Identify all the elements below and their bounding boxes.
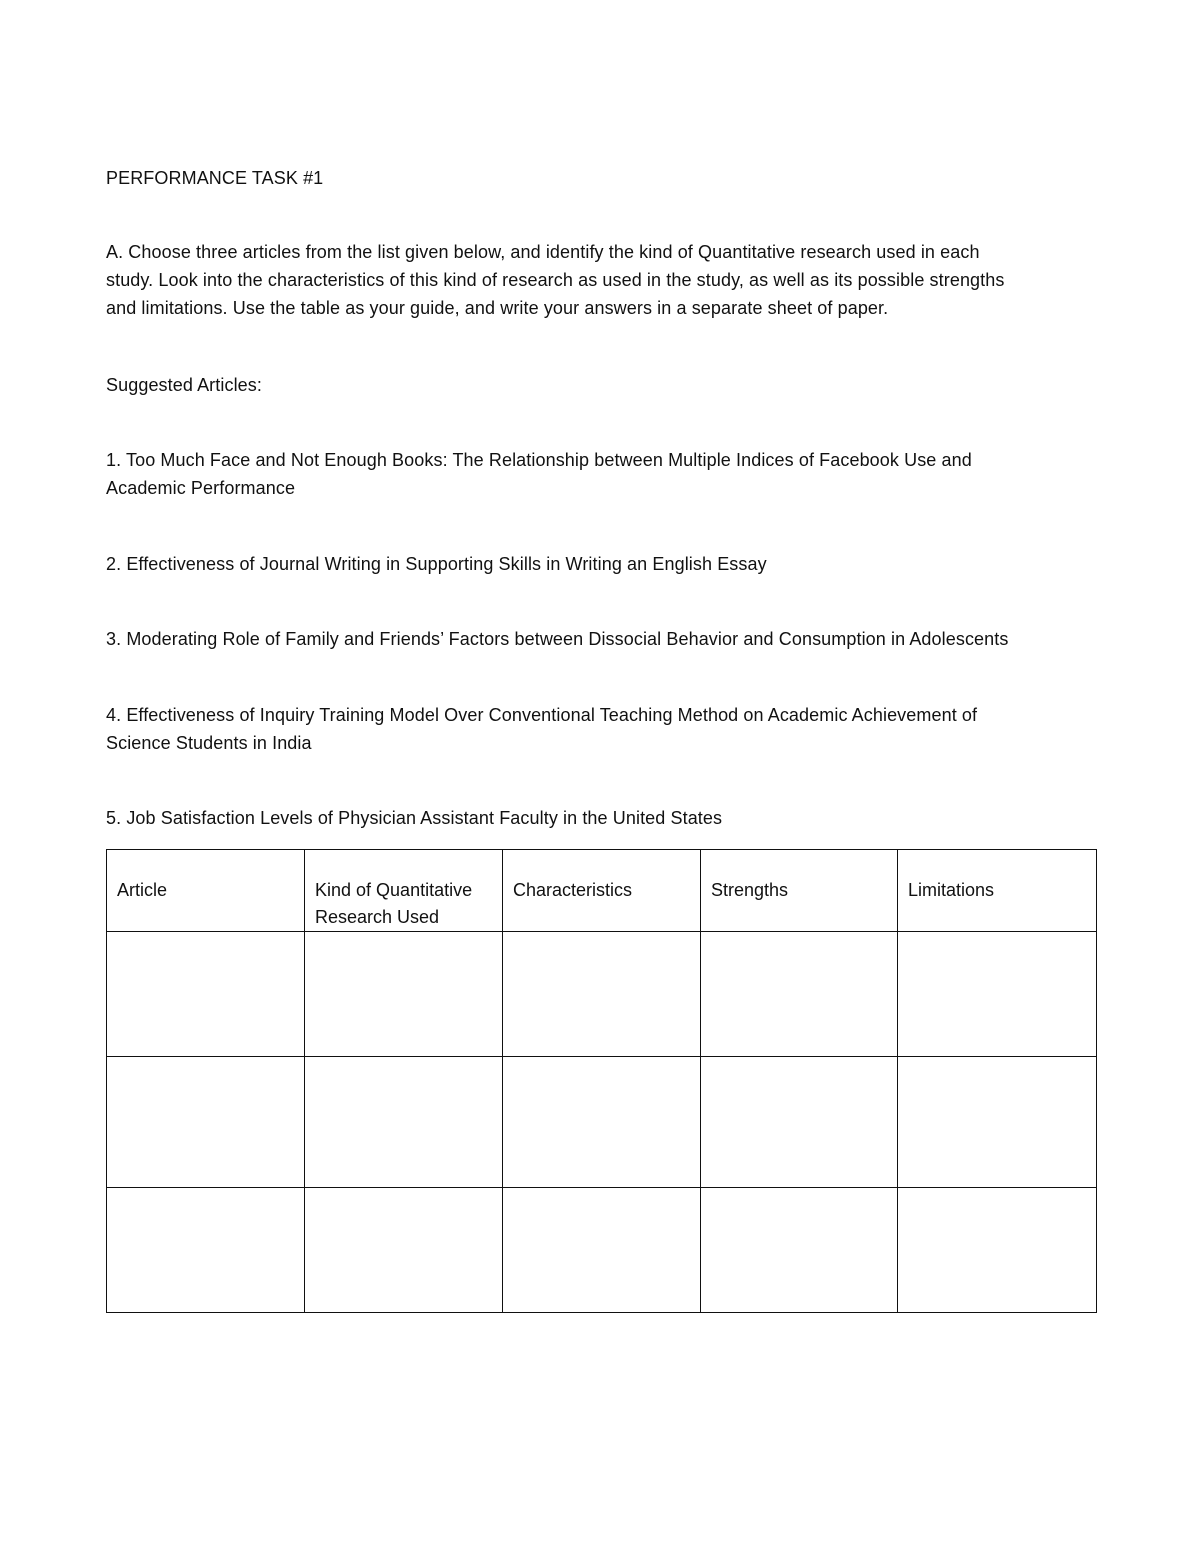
table-cell xyxy=(107,1057,305,1188)
article-item-1 xyxy=(106,446,972,502)
header-kind-of-research: Kind of Quantitative Research Used xyxy=(305,850,503,932)
table-cell xyxy=(305,1057,503,1188)
table-row xyxy=(107,1057,1097,1188)
table-cell xyxy=(898,932,1097,1057)
instructions-line: study. Look into the characteristics of this kind of research as used in the study, as well as its possible strengths xyxy=(106,270,1005,290)
table-cell xyxy=(305,932,503,1057)
article-line: 2. Effectiveness of Journal Writing in Supporting Skills in Writing an English Essay xyxy=(106,554,767,574)
table-cell xyxy=(898,1188,1097,1313)
instructions-paragraph xyxy=(106,238,1004,322)
table-cell xyxy=(701,932,898,1057)
answer-guide-table xyxy=(106,849,1097,1313)
article-line: 3. Moderating Role of Family and Friends’ Factors between Dissocial Behavior and Consumption in Adolescents xyxy=(106,629,1009,649)
article-line: 4. Effectiveness of Inquiry Training Model Over Conventional Teaching Method on Academic Achievement of xyxy=(106,705,978,725)
article-line: Science Students in India xyxy=(106,733,312,753)
header-strengths: Strengths xyxy=(701,850,898,932)
article-line: 1. Too Much Face and Not Enough Books: The Relationship between Multiple Indices of Facebook Use and xyxy=(106,450,972,470)
table-cell xyxy=(503,1057,701,1188)
article-item-4 xyxy=(106,701,977,757)
document-page xyxy=(106,0,1096,1553)
table-row xyxy=(107,1188,1097,1313)
table-header-row xyxy=(107,850,1097,932)
header-characteristics: Characteristics xyxy=(503,850,701,932)
article-item-2 xyxy=(106,550,767,578)
table-cell xyxy=(107,932,305,1057)
header-limitations: Limitations xyxy=(898,850,1097,932)
suggested-articles-heading: Suggested Articles: xyxy=(106,375,262,395)
article-item-5 xyxy=(106,804,722,832)
table-cell xyxy=(898,1057,1097,1188)
table-cell xyxy=(701,1057,898,1188)
article-item-3 xyxy=(106,625,1008,653)
table-cell xyxy=(503,1188,701,1313)
page-title: PERFORMANCE TASK #1 xyxy=(106,168,324,188)
table-cell xyxy=(107,1188,305,1313)
table-cell xyxy=(701,1188,898,1313)
instructions-line: and limitations. Use the table as your guide, and write your answers in a separate sheet of paper. xyxy=(106,298,889,318)
table-cell xyxy=(305,1188,503,1313)
table-row xyxy=(107,932,1097,1057)
article-line: Academic Performance xyxy=(106,478,296,498)
table-cell xyxy=(503,932,701,1057)
article-line: 5. Job Satisfaction Levels of Physician Assistant Faculty in the United States xyxy=(106,808,723,828)
header-article: Article xyxy=(107,850,305,932)
instructions-line: A. Choose three articles from the list given below, and identify the kind of Quantitative research used in each xyxy=(106,242,980,262)
